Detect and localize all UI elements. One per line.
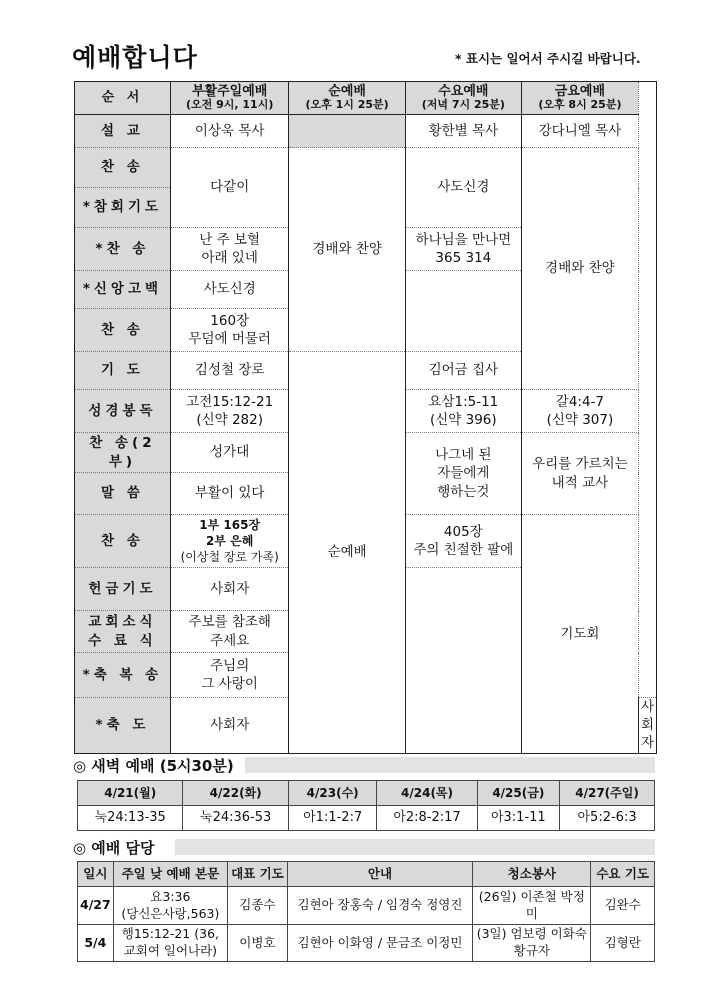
cell-service-header: 순예배 (오후 1시 25분) <box>289 82 405 115</box>
duty-row <box>78 925 655 962</box>
label-offering: 헌금기도 <box>75 568 171 611</box>
standing-note: * 표시는 일어서 주시길 바랍니다. <box>455 51 641 66</box>
c1-sermon: 이상욱 목사 <box>170 115 289 148</box>
duty-wed-prayer: 김형란 <box>591 925 655 962</box>
c1-hymn-repent: 다같이 <box>170 148 289 228</box>
c2-praise: 경배와 찬양 <box>289 148 405 352</box>
dawn-day: 4/23(수) <box>288 781 377 806</box>
duty-text: 요3:36 (당신은사랑,563) <box>113 887 227 925</box>
duty-header: 주일 낮 예배 본문 <box>113 862 227 887</box>
c2-cell-service: 순예배 <box>289 352 405 754</box>
c1-choir: 성가대 <box>170 433 289 473</box>
dawn-day: 4/22(화) <box>183 781 288 806</box>
dawn-section-title: ◎ 새벽 예배 (5시30분) <box>73 757 234 775</box>
duty-date: 4/27 <box>78 887 114 925</box>
c4-sermon-title: 우리를 가르치는 내적 교사 <box>521 433 638 515</box>
duty-guide: 김현아 이화영 / 문금조 이정민 <box>287 925 473 962</box>
label-hymn-3: 찬 송 <box>75 309 171 352</box>
duty-header: 수요 기도 <box>591 862 655 887</box>
label-prayer: 기 도 <box>75 352 171 390</box>
label-blessing-hymn: *축 복 송 <box>75 653 171 698</box>
c1-offering: 사회자 <box>170 568 289 611</box>
label-hymn-1: 찬 송 <box>75 148 171 188</box>
duty-row <box>78 887 655 925</box>
label-hymn-part2: 찬 송(2부) <box>75 433 171 473</box>
label-sermon: 설 교 <box>75 115 171 148</box>
dawn-text: 아1:1-2:7 <box>288 806 377 831</box>
duty-guide: 김현아 장홍숙 / 임경숙 정영진 <box>287 887 473 925</box>
c2-sermon <box>289 115 405 148</box>
duty-header: 대표 기도 <box>228 862 288 887</box>
c1-hymn-3: 160장 무덤에 머물러 <box>170 309 289 352</box>
dawn-text: 눅24:36-53 <box>183 806 288 831</box>
duty-cleaning: (26일) 이존철 박정미 <box>473 887 591 925</box>
c1-hymn-2: 난 주 보혈 아래 있네 <box>170 228 289 271</box>
duty-header: 일시 <box>78 862 114 887</box>
c3-hymn-2: 하나님을 만나면 365 314 <box>405 228 521 271</box>
c3-benediction: 사회자 <box>638 698 656 754</box>
label-hymn-4: 찬 송 <box>75 515 171 568</box>
c1-sermon-title: 부활이 있다 <box>170 473 289 515</box>
dawn-section-bar <box>245 757 655 773</box>
c1-blessing-hymn: 주님의 그 사랑이 <box>170 653 289 698</box>
order-header: 순 서 <box>75 82 171 115</box>
c3-empty-1 <box>405 271 521 352</box>
dawn-text: 아2:8-2:17 <box>377 806 477 831</box>
label-hymn-2: *찬 송 <box>75 228 171 271</box>
c3-hymn-4: 405장 주의 친절한 팔에 <box>405 515 521 568</box>
duty-section-title: ◎ 예배 담당 <box>73 839 155 857</box>
c1-creed: 사도신경 <box>170 271 289 309</box>
duty-wed-prayer: 김완수 <box>591 887 655 925</box>
dawn-day: 4/24(목) <box>377 781 477 806</box>
c3-sermon-title: 나그네 된 자들에게 행하는것 <box>405 433 521 515</box>
c3-sermon: 황한별 목사 <box>405 115 521 148</box>
c1-news: 주보를 참조해 주세요 <box>170 611 289 653</box>
c3-creed-top: 사도신경 <box>405 148 521 228</box>
duty-text: 행15:12-21 (36, 교회여 일어나라) <box>113 925 227 962</box>
c4-praise: 경배와 찬양 <box>521 148 638 390</box>
duty-cleaning: (3일) 엄보령 이화숙 황규자 <box>473 925 591 962</box>
dawn-day: 4/21(월) <box>78 781 183 806</box>
c1-hymn-4: 1부 165장 2부 은혜 (이상철 장로 가족) <box>170 515 289 568</box>
c1-prayer: 김성철 장로 <box>170 352 289 390</box>
c3-scripture: 요삼1:5-11 (신약 396) <box>405 390 521 433</box>
label-creed: *신앙고백 <box>75 271 171 309</box>
dawn-text: 눅24:13-35 <box>78 806 183 831</box>
duty-prayer: 이병호 <box>228 925 288 962</box>
label-news: 교회소식 수 료 식 <box>75 611 171 653</box>
label-benediction: *축 도 <box>75 698 171 754</box>
duty-date: 5/4 <box>78 925 114 962</box>
page-title: 예배합니다 <box>72 43 198 72</box>
easter-service-header: 부활주일예배 (오전 9시, 11시) <box>170 82 289 115</box>
dawn-day: 4/25(금) <box>477 781 560 806</box>
dawn-text: 아3:1-11 <box>477 806 560 831</box>
c3-prayer: 김어금 집사 <box>405 352 521 390</box>
duty-header: 안내 <box>287 862 473 887</box>
duty-header: 청소봉사 <box>473 862 591 887</box>
label-word: 말 씀 <box>75 473 171 515</box>
friday-service-header: 금요예배 (오후 8시 25분) <box>521 82 638 115</box>
c1-benediction: 사회자 <box>170 698 289 754</box>
duty-prayer: 김종수 <box>228 887 288 925</box>
c1-scripture: 고전15:12-21 (신약 282) <box>170 390 289 433</box>
dawn-service-table <box>77 780 655 831</box>
duty-section-bar <box>175 839 655 855</box>
c4-prayer-meeting: 기도회 <box>521 515 638 754</box>
dawn-day: 4/27(주일) <box>560 781 655 806</box>
label-repentance: *참회기도 <box>75 188 171 228</box>
c4-sermon: 강다니엘 목사 <box>521 115 638 148</box>
c3-empty-2 <box>405 568 521 754</box>
wednesday-service-header: 수요예배 (저녁 7시 25분) <box>405 82 521 115</box>
label-scripture: 성경봉독 <box>75 390 171 433</box>
worship-order-table <box>74 81 657 754</box>
worship-duty-table <box>77 861 655 962</box>
c4-scripture: 갈4:4-7 (신약 307) <box>521 390 638 433</box>
dawn-text: 아5:2-6:3 <box>560 806 655 831</box>
